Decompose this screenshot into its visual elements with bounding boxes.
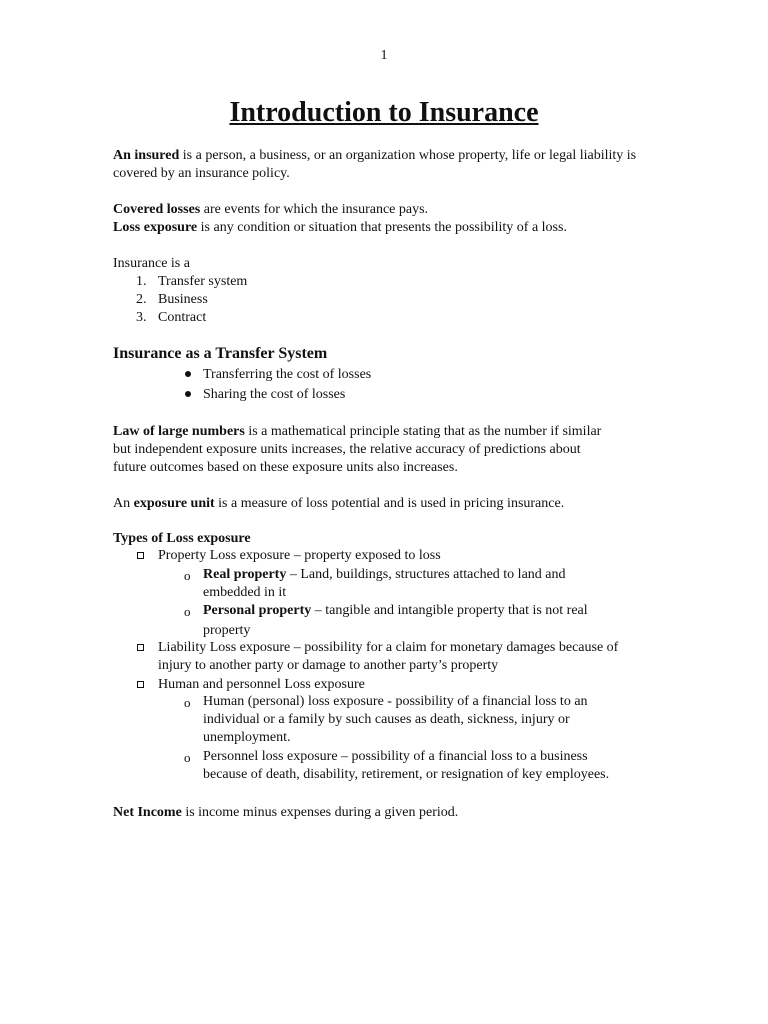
- insurance-is-intro: Insurance is a: [113, 256, 190, 271]
- loss-exposure-text: is any condition or situation that presents the possibility of a loss.: [197, 220, 567, 235]
- human-loss-line: unemployment.: [203, 730, 291, 745]
- bullet-item: Transferring the cost of losses: [203, 367, 372, 382]
- list-item-number: 3.: [136, 310, 147, 325]
- circle-bullet-icon: o: [184, 695, 191, 710]
- loss-exposure-term: Loss exposure: [113, 220, 198, 235]
- law-large-numbers-line: but independent exposure units increases, the relative accuracy of predictions about: [113, 442, 581, 457]
- personal-property-line: [203, 602, 588, 620]
- list-item: [136, 309, 207, 327]
- insured-term: An insured: [113, 148, 180, 163]
- real-property-line: embedded in it: [203, 585, 287, 600]
- human-loss-line: Human (personal) loss exposure - possibility of a financial loss to an: [203, 694, 588, 709]
- exposure-unit-prefix: An: [113, 496, 134, 511]
- loss-exposure-definition: [113, 219, 658, 237]
- section-heading-transfer-system: Insurance as a Transfer System: [113, 345, 328, 362]
- law-large-numbers-term: Law of large numbers: [113, 424, 245, 439]
- loss-type-liability: injury to another party or damage to another party’s property: [158, 658, 499, 673]
- net-income-text: is income minus expenses during a given period.: [181, 805, 459, 820]
- exposure-unit-text: is a measure of loss potential and is used in pricing insurance.: [214, 496, 565, 511]
- real-property-line: [203, 566, 566, 584]
- law-large-numbers-line: future outcomes based on these exposure units also increases.: [113, 460, 458, 475]
- law-large-numbers-line: [113, 423, 601, 441]
- list-item: [136, 291, 208, 309]
- covered-losses-text: are events for which the insurance pays.: [200, 202, 429, 217]
- net-income-term: Net Income: [113, 805, 182, 820]
- personnel-loss-line: Personnel loss exposure – possibility of a financial loss to a business: [203, 749, 588, 764]
- square-bullet-icon: [137, 552, 144, 559]
- exposure-unit-definition: [113, 495, 564, 513]
- list-item-text: Transfer system: [158, 274, 248, 289]
- page-title: Introduction to Insurance: [229, 97, 539, 128]
- bullet-dot-icon: [185, 391, 191, 397]
- bullet-dot-icon: [185, 371, 191, 377]
- list-item-number: 1.: [136, 274, 147, 289]
- personnel-loss-line: because of death, disability, retirement, or resignation of key employees.: [203, 767, 610, 782]
- list-item: [136, 273, 248, 291]
- personal-property-text: – tangible and intangible property that is not real: [311, 603, 588, 618]
- list-item-text: Contract: [158, 310, 207, 325]
- exposure-unit-term: exposure unit: [133, 496, 215, 511]
- covered-losses-term: Covered losses: [113, 202, 201, 217]
- section-heading-loss-types: Types of Loss exposure: [113, 531, 251, 546]
- loss-type-human: Human and personnel Loss exposure: [158, 677, 365, 692]
- covered-losses-definition: [113, 201, 658, 219]
- personal-property-term: Personal property: [203, 603, 312, 618]
- circle-bullet-icon: o: [184, 568, 191, 583]
- real-property-term: Real property: [203, 567, 287, 582]
- law-large-numbers-text: is a mathematical principle stating that as the number if similar: [244, 424, 602, 439]
- net-income-definition: [113, 804, 458, 822]
- list-item-text: Business: [158, 292, 208, 307]
- circle-bullet-icon: o: [184, 750, 191, 765]
- square-bullet-icon: [137, 681, 144, 688]
- loss-type-liability: Liability Loss exposure – possibility for a claim for monetary damages because of: [158, 640, 619, 655]
- real-property-text: – Land, buildings, structures attached to land and: [286, 567, 566, 582]
- square-bullet-icon: [137, 644, 144, 651]
- loss-type-property: Property Loss exposure – property exposed to loss: [158, 548, 441, 563]
- circle-bullet-icon: o: [184, 604, 191, 619]
- human-loss-line: individual or a family by such causes as death, sickness, injury or: [203, 712, 570, 727]
- page-number: 1: [380, 48, 388, 63]
- insured-text: is a person, a business, or an organization whose property, life or legal liability is covered by an insurance policy.: [113, 148, 637, 181]
- insured-definition: [113, 147, 658, 183]
- personal-property-line: property: [203, 623, 251, 638]
- bullet-item: Sharing the cost of losses: [203, 387, 346, 402]
- list-item-number: 2.: [136, 292, 147, 307]
